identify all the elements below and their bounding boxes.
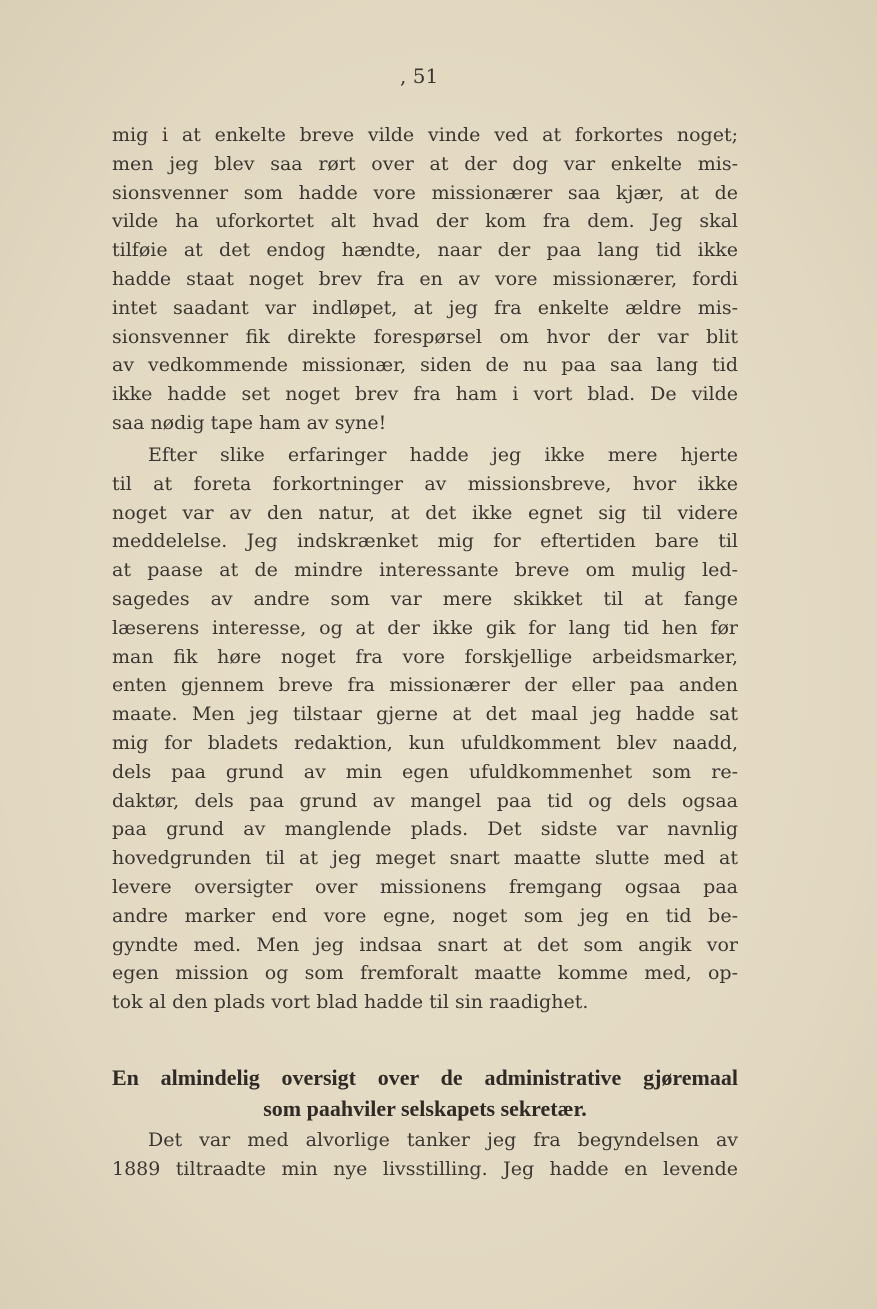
text-line: 1889 tiltraadte min nye livsstilling. Jeg hadde en levende — [112, 1157, 738, 1180]
paragraph-3 — [112, 1126, 738, 1184]
text-line: vilde ha uforkortet alt hvad der kom fra dem. Jeg skal — [112, 210, 738, 233]
text-line: noget var av den natur, at det ikke egnet sig til videre — [112, 501, 738, 524]
text-line: egen mission og som fremforalt maatte komme med, op- — [112, 962, 738, 985]
section-heading — [112, 1062, 738, 1124]
text-line: tok al den plads vort blad hadde til sin raadighet. — [112, 991, 589, 1014]
text-line: hadde staat noget brev fra en av vore missionærer, fordi — [112, 267, 738, 290]
section-heading-line-2: som paahviler selskapets sekretær. — [263, 1096, 587, 1121]
text-line: meddelelse. Jeg indskrænket mig for eftertiden bare til — [112, 530, 738, 553]
text-line: til at foreta forkortninger av missionsbreve, hvor ikke — [112, 472, 738, 495]
text-line: ikke hadde set noget brev fra ham i vort blad. De vilde — [112, 383, 738, 406]
text-line: man fik høre noget fra vore forskjellige arbeidsmarker, — [112, 645, 738, 668]
text-line: maate. Men jeg tilstaar gjerne at det maal jeg hadde sat — [112, 703, 738, 726]
text-line: Efter slike erfaringer hadde jeg ikke mere hjerte — [148, 444, 738, 466]
text-line: mig i at enkelte breve vilde vinde ved at forkortes noget; — [112, 124, 738, 146]
text-line: dels paa grund av min egen ufuldkommenhet som re- — [112, 760, 738, 783]
text-line: hovedgrunden til at jeg meget snart maatte slutte med at — [112, 847, 738, 870]
text-line: sionsvenner som hadde vore missionærer saa kjær, at de — [112, 181, 738, 204]
text-line: men jeg blev saa rørt over at der dog var enkelte mis- — [112, 152, 738, 175]
text-line: paa grund av manglende plads. Det sidste var navnlig — [112, 818, 738, 841]
text-line: intet saadant var indløpet, at jeg fra enkelte ældre mis- — [112, 296, 738, 319]
text-line: at paase at de mindre interessante breve om mulig led- — [112, 559, 738, 582]
text-line: tilføie at det endog hændte, naar der paa lang tid ikke — [112, 239, 738, 262]
text-line: gyndte med. Men jeg indsaa snart at det som angik vor — [112, 933, 738, 956]
section-heading-line-1: En almindelig oversigt over de administrative gjøremaal — [112, 1065, 738, 1090]
text-line: enten gjennem breve fra missionærer der eller paa anden — [112, 674, 738, 697]
text-line: levere oversigter over missionens fremgang ogsaa paa — [112, 875, 738, 898]
text-line: av vedkommende missionær, siden de nu paa saa lang tid — [112, 354, 738, 377]
text-line: Det var med alvorlige tanker jeg fra begyndelsen av — [148, 1129, 738, 1151]
text-line: saa nødig tape ham av syne! — [112, 411, 387, 434]
text-line: andre marker end vore egne, noget som jeg en tid be- — [112, 904, 738, 927]
page-number: , 51 — [400, 64, 439, 88]
paragraph-1 — [112, 121, 738, 438]
text-line: sagedes av andre som var mere skikket til at fange — [112, 587, 738, 610]
text-line: sionsvenner fik direkte forespørsel om hvor der var blit — [112, 325, 738, 348]
text-line: mig for bladets redaktion, kun ufuldkomment blev naadd, — [112, 731, 738, 754]
text-line: læserens interesse, og at der ikke gik for lang tid hen før — [112, 616, 738, 639]
paragraph-2 — [112, 441, 738, 1017]
text-line: daktør, dels paa grund av mangel paa tid og dels ogsaa — [112, 789, 738, 812]
